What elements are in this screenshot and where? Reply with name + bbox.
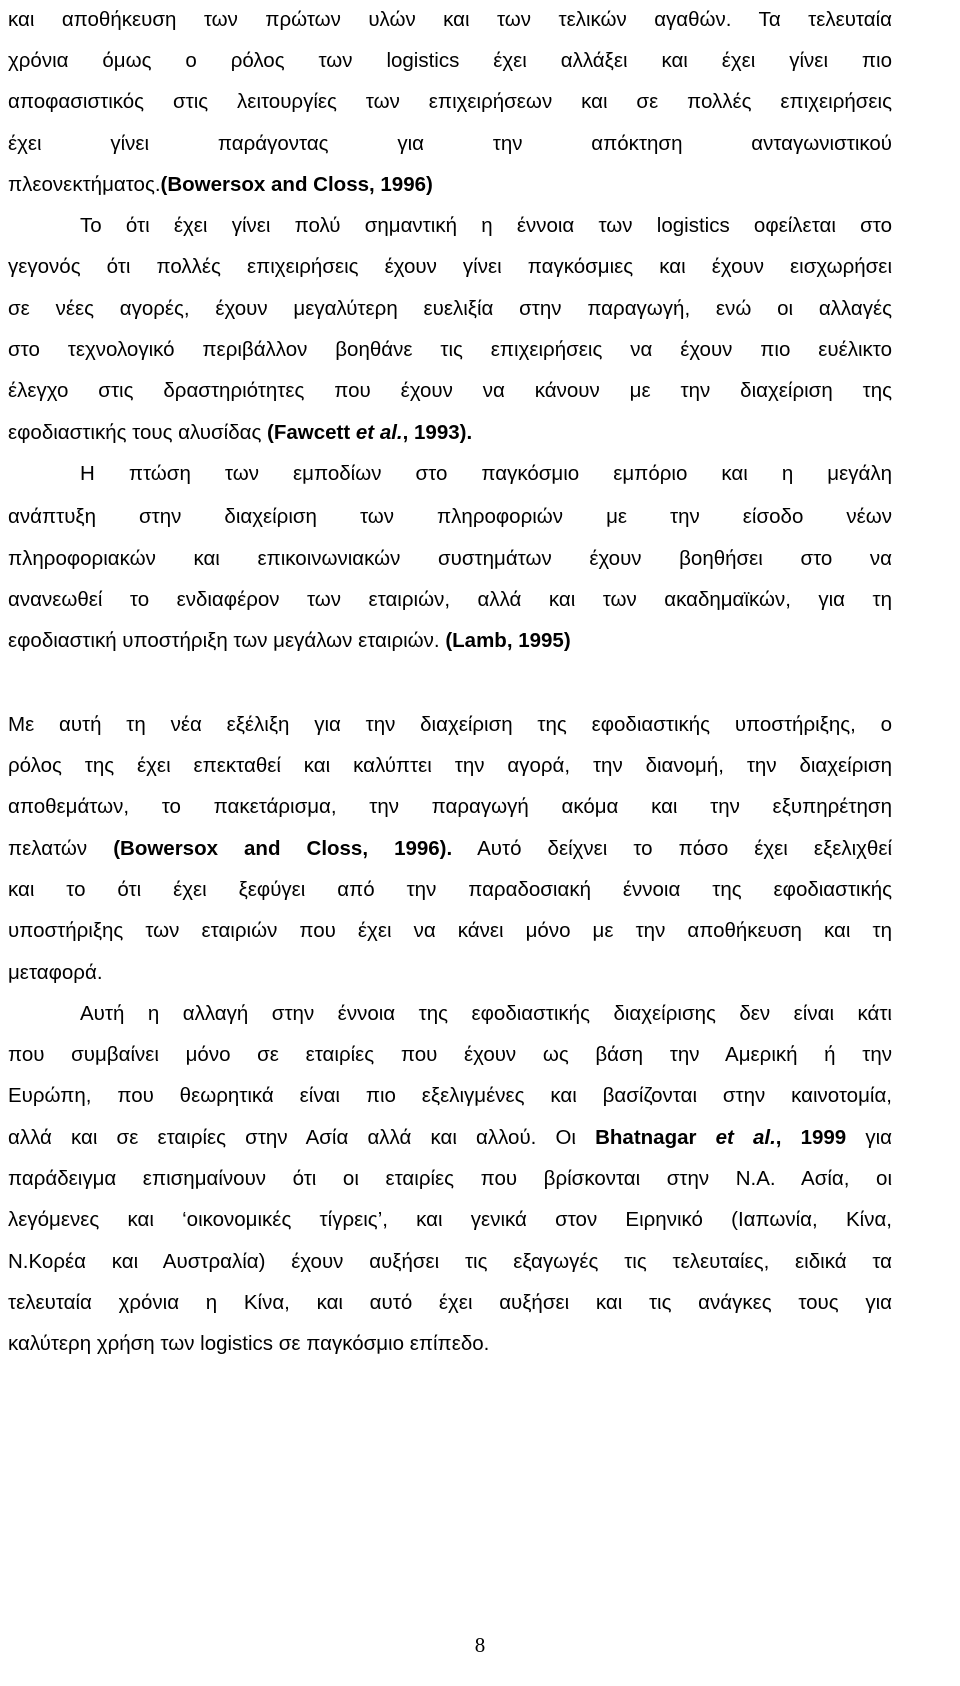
- text-line: αποθεμάτων, το πακετάρισμα, την παραγωγή ακόμα και την εξυπηρέτηση: [8, 795, 892, 818]
- text-line: παράδειγμα επισημαίνουν ότι οι εταιρίες που βρίσκονται στην Ν.Α. Ασία, οι: [8, 1167, 892, 1190]
- text-line: εφοδιαστικής τους αλυσίδας (Fawcett et al., 1993).: [8, 421, 473, 444]
- text-line: Η πτώση των εμποδίων στο παγκόσμιο εμπόριο και η μεγάλη: [80, 462, 892, 485]
- text-line: λεγόμενες και ‘οικονομικές τίγρεις’, και γενικά στον Ειρηνικό (Ιαπωνία, Κίνα,: [8, 1208, 892, 1231]
- text-line: που συμβαίνει μόνο σε εταιρίες που έχουν ως βάση την Αμερική ή την: [8, 1043, 892, 1066]
- citation: (Bowersox and Closs, 1996).: [113, 837, 453, 860]
- text-line: ανάπτυξη στην διαχείριση των πληροφοριών με την είσοδο νέων: [8, 505, 892, 528]
- citation: (Fawcett et al., 1993).: [267, 421, 473, 444]
- text-line: αλλά και σε εταιρίες στην Ασία αλλά και αλλού. Οι Bhatnagar et al., 1999 για: [8, 1126, 893, 1149]
- text-line: πληροφοριακών και επικοινωνιακών συστημάτων έχουν βοηθήσει στο να: [8, 547, 892, 570]
- text-line: και το ότι έχει ξεφύγει από την παραδοσιακή έννοια της εφοδιαστικής: [8, 878, 892, 901]
- text-line: Αυτή η αλλαγή στην έννοια της εφοδιαστικής διαχείρισης δεν είναι κάτι: [80, 1002, 892, 1025]
- text-line: πλεονεκτήματος.(Bowersox and Closs, 1996): [8, 173, 433, 196]
- citation: (Bowersox and Closs, 1996): [160, 173, 433, 196]
- text-line: γεγονός ότι πολλές επιχειρήσεις έχουν γίνει παγκόσμιες και έχουν εισχωρήσει: [8, 255, 892, 278]
- citation: Bhatnagar et al., 1999: [595, 1126, 847, 1149]
- page-number: 8: [474, 1633, 486, 1657]
- text-line: έλεγχο στις δραστηριότητες που έχουν να κάνουν με την διαχείριση της: [8, 379, 892, 402]
- text-line: πελατών (Bowersox and Closs, 1996). Αυτό δείχνει το πόσο έχει εξελιχθεί: [8, 837, 893, 860]
- citation: (Lamb, 1995): [445, 629, 571, 652]
- text-line: ρόλος της έχει επεκταθεί και καλύπτει την αγορά, την διανομή, την διαχείριση: [8, 754, 892, 777]
- text-line: εφοδιαστική υποστήριξη των μεγάλων εταιριών. (Lamb, 1995): [8, 629, 571, 652]
- text-line: υποστήριξης των εταιριών που έχει να κάνει μόνο με την αποθήκευση και τη: [8, 919, 892, 942]
- text-line: σε νέες αγορές, έχουν μεγαλύτερη ευελιξία στην παραγωγή, ενώ οι αλλαγές: [8, 297, 892, 320]
- text-line: Με αυτή τη νέα εξέλιξη για την διαχείριση της εφοδιαστικής υποστήριξης, ο: [8, 713, 892, 736]
- text-line: Το ότι έχει γίνει πολύ σημαντική η έννοια των logistics οφείλεται στο: [80, 214, 892, 237]
- text-line: έχει γίνει παράγοντας για την απόκτηση ανταγωνιστικού: [8, 132, 892, 155]
- text-line: χρόνια όμως ο ρόλος των logistics έχει αλλάξει και έχει γίνει πιο: [8, 49, 892, 72]
- text-line: Ν.Κορέα και Αυστραλία) έχουν αυξήσει τις εξαγωγές τις τελευταίες, ειδικά τα: [8, 1250, 892, 1273]
- text-line: αποφασιστικός στις λειτουργίες των επιχειρήσεων και σε πολλές επιχειρήσεις: [8, 90, 892, 113]
- text-line: και αποθήκευση των πρώτων υλών και των τελικών αγαθών. Τα τελευταία: [8, 8, 892, 31]
- text-line: Ευρώπη, που θεωρητικά είναι πιο εξελιγμένες και βασίζονται στην καινοτομία,: [8, 1084, 892, 1107]
- text-line: μεταφορά.: [8, 961, 103, 984]
- text-line: ανανεωθεί το ενδιαφέρον των εταιριών, αλλά και των ακαδημαϊκών, για τη: [8, 588, 892, 611]
- text-line: στο τεχνολογικό περιβάλλον βοηθάνε τις επιχειρήσεις να έχουν πιο ευέλικτο: [8, 338, 892, 361]
- text-line: τελευταία χρόνια η Κίνα, και αυτό έχει αυξήσει και τις ανάγκες τους για: [8, 1291, 892, 1314]
- text-line: καλύτερη χρήση των logistics σε παγκόσμιο επίπεδο.: [8, 1332, 490, 1355]
